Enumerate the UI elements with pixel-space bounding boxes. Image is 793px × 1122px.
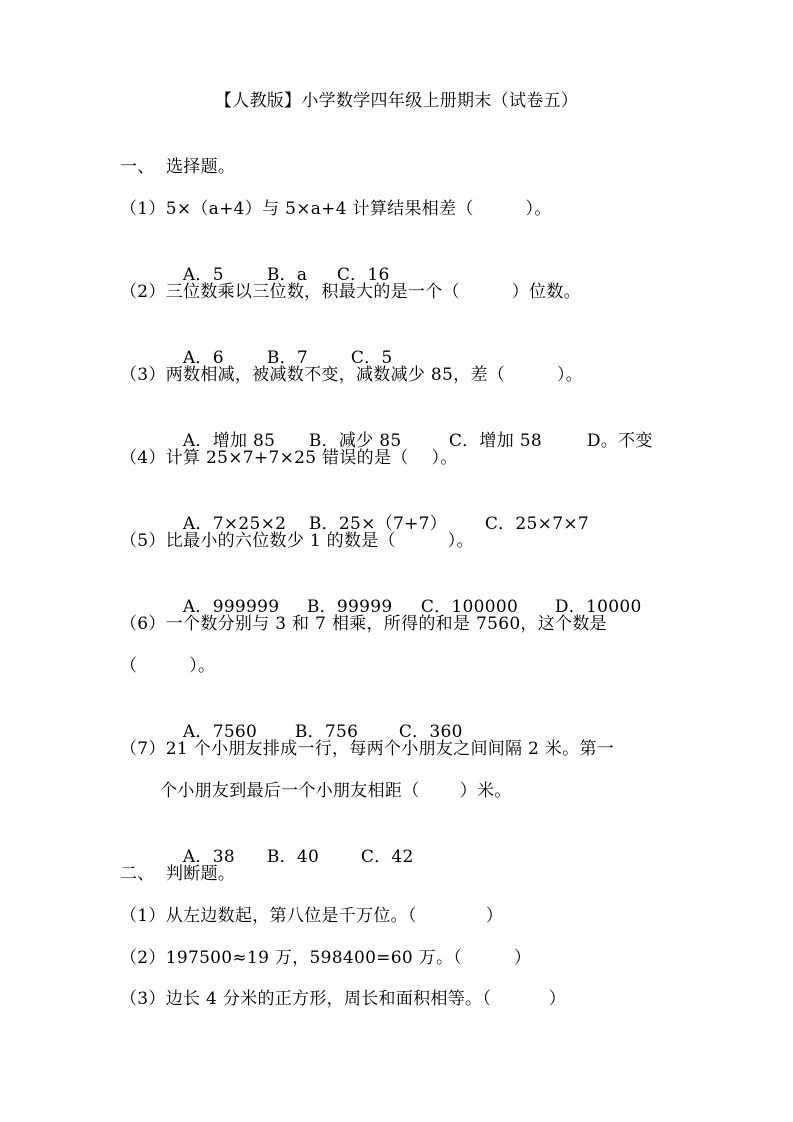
judgement-1: （1）从左边数起，第八位是千万位。（ ） xyxy=(120,906,504,926)
option-b: B．40 xyxy=(266,847,320,867)
option-a: A．7560 xyxy=(182,722,258,742)
question-6-continuation: （ ）。 xyxy=(120,656,216,676)
option-b: B．减少 85 xyxy=(308,431,402,451)
option-c: C．360 xyxy=(398,722,463,742)
question-7-continuation: 个小朋友到最后一个小朋友相距（ ）米。 xyxy=(160,781,512,801)
option-a: A．999999 xyxy=(182,597,280,617)
option-b: B．7 xyxy=(266,348,309,368)
question-3: （3）两数相减，被减数不变，减数减少 85，差（ ）。 xyxy=(120,365,584,385)
question-5: （5）比最小的六位数少 1 的数是（ ）。 xyxy=(120,531,474,551)
judgement-3: （3）边长 4 分米的正方形，周长和面积相等。（ ） xyxy=(120,989,567,1009)
section-heading-choice: 一、 选择题。 xyxy=(120,157,236,177)
page-title: 【人教版】小学数学四年级上册期末（试卷五） xyxy=(214,91,579,111)
option-a: A．38 xyxy=(182,847,235,867)
option-d: D。不变 xyxy=(586,431,653,451)
section-heading-judgement: 二、 判断题。 xyxy=(120,864,236,884)
option-d: D．10000 xyxy=(554,597,642,617)
option-a: A．7×25×2 xyxy=(182,514,287,534)
option-c: C．16 xyxy=(336,265,390,285)
option-a: A．5 xyxy=(182,265,224,285)
option-c: C．增加 58 xyxy=(448,431,542,451)
question-4: （4）计算 25×7+7×25 错误的是（ ）。 xyxy=(120,448,458,468)
option-b: B．25×（7+7） xyxy=(308,514,448,534)
option-a: A．6 xyxy=(182,348,224,368)
option-c: C．25×7×7 xyxy=(484,514,589,534)
question-1: （1）5×（a+4）与 5×a+4 计算结果相差（ ）。 xyxy=(120,199,552,219)
option-b: B．99999 xyxy=(306,597,393,617)
option-a: A．增加 85 xyxy=(182,431,276,451)
option-b: B．756 xyxy=(294,722,359,742)
option-c: C．5 xyxy=(350,348,393,368)
option-b: B．a xyxy=(266,265,308,285)
judgement-2: （2）197500≈19 万，598400=60 万。（ ） xyxy=(120,948,532,968)
question-7: （7）21 个小朋友排成一行，每两个小朋友之间间隔 2 米。第一 xyxy=(120,739,615,759)
option-c: C．100000 xyxy=(420,597,519,617)
option-c: C．42 xyxy=(360,847,414,867)
question-2: （2）三位数乘以三位数，积最大的是一个（ ）位数。 xyxy=(120,282,581,302)
question-6: （6）一个数分别与 3 和 7 相乘，所得的和是 7560，这个数是 xyxy=(120,614,607,634)
